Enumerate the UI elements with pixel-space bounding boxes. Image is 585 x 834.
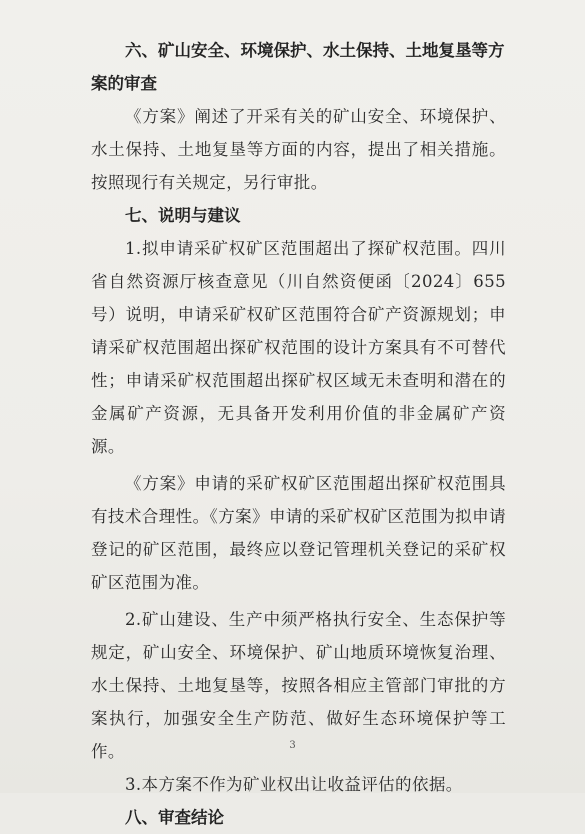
section-7-heading: 七、说明与建议 — [125, 206, 241, 225]
document-body — [91, 34, 506, 834]
section-7-item-3: 3.本方案不作为矿业权出让收益评估的依据。 — [125, 775, 463, 794]
section-7-item-1: 1.拟申请采矿权矿区范围超出了探矿权范围。四川省自然资源厅核查意见（川自然资便函〔2024〕655号）说明，申请采矿权矿区范围符合矿产资源规划；申请采矿权范围超出探矿权范围的设计方案具有不可替代性；申请采矿权范围超出探矿权区域无未查明和潜在的金属矿产资源，无具备开发利用价值的非金属矿产资源。 — [91, 239, 506, 456]
page-number: 3 — [289, 740, 296, 751]
section-8-heading: 八、审查结论 — [125, 808, 224, 827]
section-6-heading: 六、矿山安全、环境保护、水土保持、土地复垦等方案的审查 — [91, 41, 505, 93]
section-7-item-1-followup: 《方案》申请的采矿权矿区范围超出探矿权范围具有技术合理性。《方案》申请的采矿权矿区范围为拟申请登记的矿区范围，最终应以登记管理机关登记的采矿权矿区范围为准。 — [91, 474, 506, 592]
section-6-paragraph: 《方案》阐述了开采有关的矿山安全、环境保护、水土保持、土地复垦等方面的内容，提出了相关措施。按照现行有关规定，另行审批。 — [91, 107, 506, 192]
section-7-item-2: 2.矿山建设、生产中须严格执行安全、生态保护等规定，矿山安全、环境保护、矿山地质环境恢复治理、水土保持、土地复垦等，按照各相应主管部门审批的方案执行，加强安全生产防范、做好生态环境保护等工作。 — [91, 610, 506, 761]
